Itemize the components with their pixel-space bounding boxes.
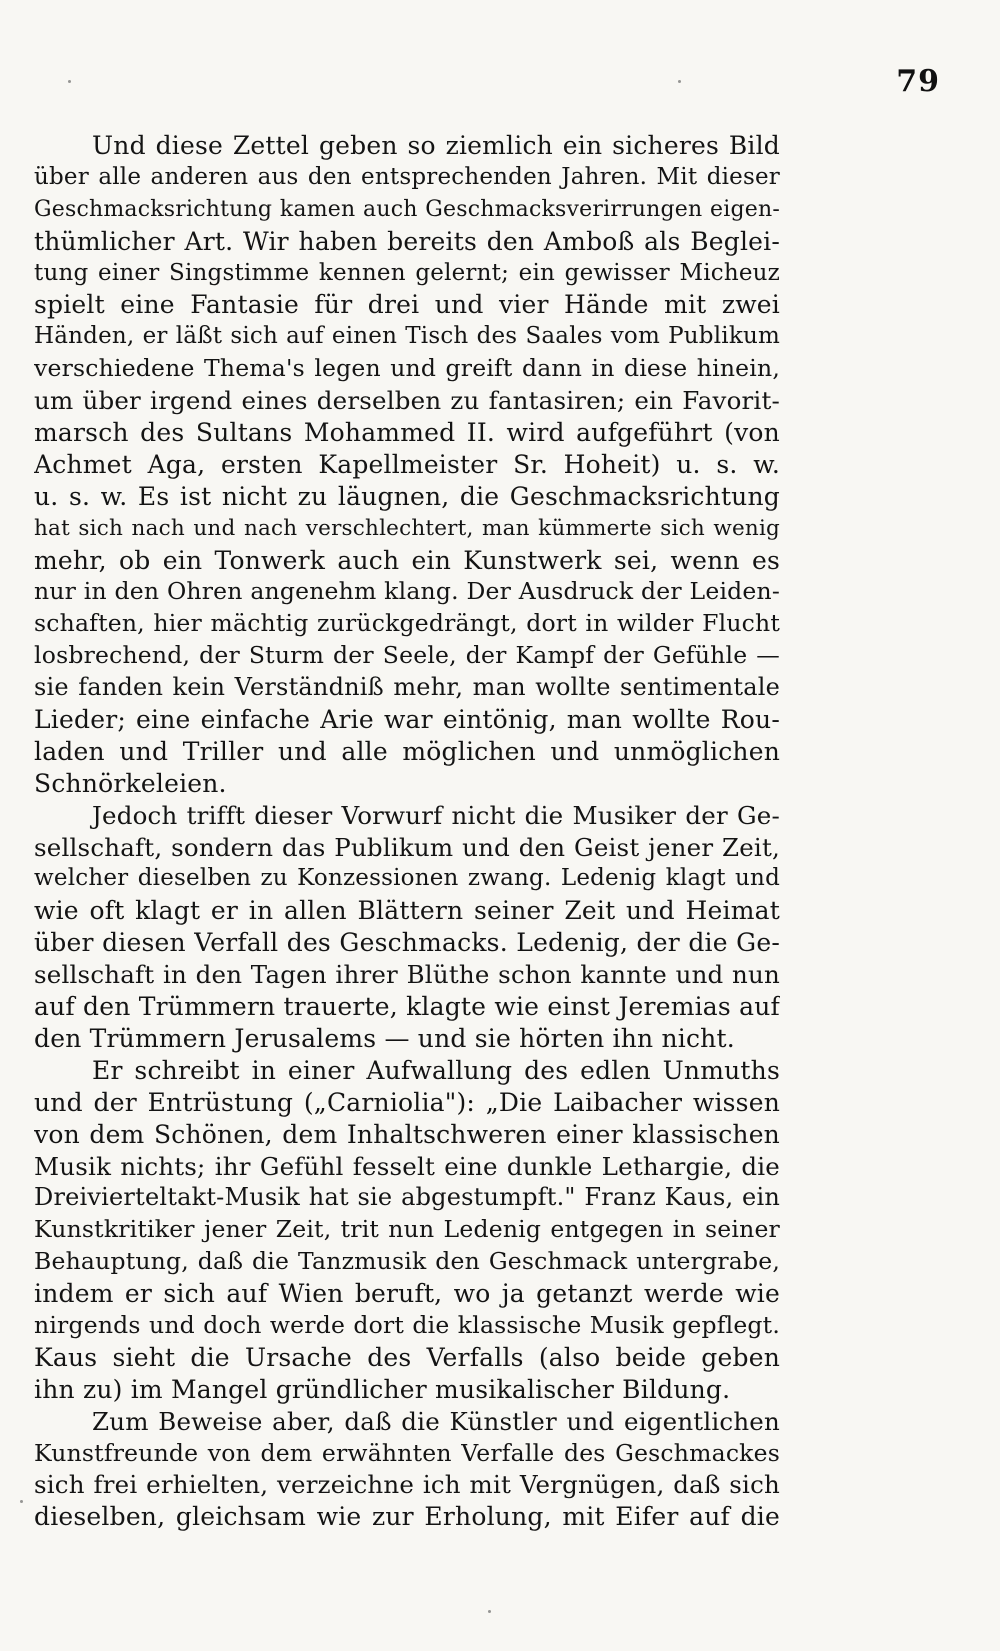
text-line: Und diese Zettel geben so ziemlich ein sicheres Bild (92, 131, 780, 160)
text-line: sellschaft, sondern das Publikum und den Geist jener Zeit, (34, 832, 780, 862)
text-line: mehr, ob ein Tonwerk auch ein Kunstwerk sei, wenn es (34, 545, 780, 575)
text-line: und der Entrüstung („Carniolia"): „Die Laibacher wissen (34, 1087, 780, 1117)
text-line: u. s. w. Es ist nicht zu läugnen, die Geschmacksrichtung (34, 481, 780, 511)
text-line: tung einer Singstimme kennen gelernt; ein gewisser Micheuz (34, 259, 780, 286)
text-line: verschiedene Thema's legen und greift dann in diese hinein, (34, 354, 780, 383)
text-line: Behauptung, daß die Tanzmusik den Geschmack untergrabe, (34, 1247, 780, 1276)
text-line: Zum Beweise aber, daß die Künstler und eigentlichen (92, 1406, 780, 1436)
text-line: Jedoch trifft dieser Vorwurf nicht die Musiker der Ge- (92, 800, 780, 830)
text-line: wie oft klagt er in allen Blättern seiner Zeit und Heimat (34, 896, 780, 926)
text-line: Er schreibt in einer Aufwallung des edlen Unmuths (92, 1055, 780, 1085)
body-text (34, 130, 780, 1533)
text-line: nur in den Ohren angenehm klang. Der Ausdruck der Leiden- (34, 577, 780, 606)
text-line: Schnörkeleien. (34, 768, 227, 798)
text-line: sellschaft in den Tagen ihrer Blüthe schon kannte und nun (34, 960, 780, 990)
text-line: Musik nichts; ihr Gefühl fesselt eine dunkle Lethargie, die (34, 1151, 780, 1181)
text-line: hat sich nach und nach verschlechtert, man kümmerte sich wenig (34, 515, 780, 541)
text-line: dieselben, gleichsam wie zur Erholung, mit Eifer auf die (34, 1502, 780, 1532)
text-line: Kunstfreunde von dem erwähnten Verfalle des Geschmackes (34, 1438, 780, 1467)
text-line: sie fanden kein Verständniß mehr, man wollte sentimentale (34, 673, 780, 702)
text-line: Dreivierteltakt-Musik hat sie abgestumpft." Franz Kaus, ein (34, 1183, 780, 1212)
print-speck (678, 80, 681, 83)
text-line: indem er sich auf Wien beruft, wo ja getanzt werde wie (34, 1279, 780, 1309)
text-line: sich frei erhielten, verzeichne ich mit Vergnügen, daß sich (34, 1470, 780, 1500)
text-line: über diesen Verfall des Geschmacks. Ledenig, der die Ge- (34, 928, 780, 958)
text-line: Kunstkritiker jener Zeit, trit nun Ledenig entgegen in seiner (34, 1215, 780, 1244)
text-line: Lieder; eine einfache Arie war eintönig, man wollte Rou- (34, 705, 780, 735)
print-speck (68, 80, 71, 83)
text-line: nirgends und doch werde dort die klassische Musik gepflegt. (34, 1310, 780, 1339)
text-line: den Trümmern Jerusalems — und sie hörten ihn nicht. (34, 1023, 735, 1053)
text-line: losbrechend, der Sturm der Seele, der Kampf der Gefühle — (34, 641, 780, 670)
text-line: schaften, hier mächtig zurückgedrängt, dort in wilder Flucht (34, 609, 780, 638)
text-line: laden und Triller und alle möglichen und unmöglichen (34, 736, 780, 766)
page-number: 79 (896, 64, 940, 99)
text-line: Geschmacksrichtung kamen auch Geschmacksverirrungen eigen- (34, 196, 780, 222)
text-line: von dem Schönen, dem Inhaltschweren einer klassischen (34, 1119, 780, 1149)
text-line: auf den Trümmern trauerte, klagte wie einst Jeremias auf (34, 992, 780, 1022)
text-line: um über irgend eines derselben zu fantasiren; ein Favorit- (34, 386, 780, 416)
text-line: welcher dieselben zu Konzessionen zwang. Ledenig klagt und (34, 865, 780, 892)
print-speck (20, 1500, 23, 1503)
text-line: thümlicher Art. Wir haben bereits den Amboß als Beglei- (34, 226, 780, 256)
text-line: Achmet Aga, ersten Kapellmeister Sr. Hoheit) u. s. w. (34, 449, 780, 479)
text-line: marsch des Sultans Mohammed II. wird aufgeführt (von (34, 418, 780, 448)
text-line: über alle anderen aus den entsprechenden Jahren. Mit dieser (34, 163, 780, 190)
text-line: ihn zu) im Mangel gründlicher musikalischer Bildung. (34, 1374, 731, 1404)
text-line: Kaus sieht die Ursache des Verfalls (also beide geben (34, 1342, 780, 1372)
print-speck (488, 1610, 491, 1613)
text-line: Händen, er läßt sich auf einen Tisch des Saales vom Publikum (34, 323, 780, 350)
text-line: spielt eine Fantasie für drei und vier Hände mit zwei (34, 290, 780, 320)
